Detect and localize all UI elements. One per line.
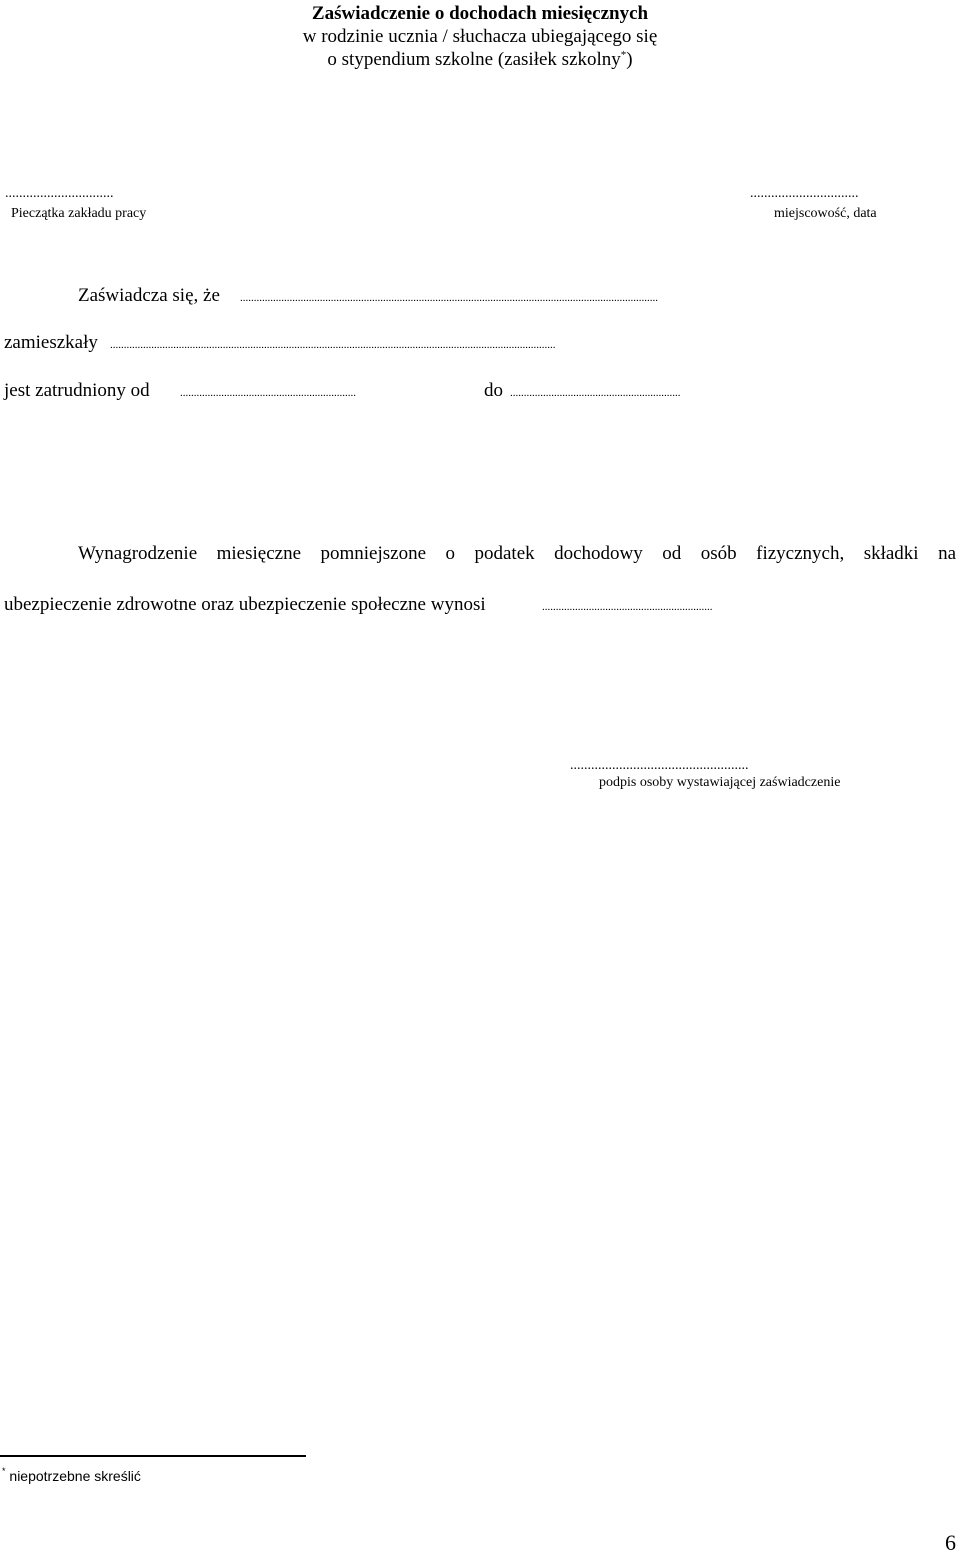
date-dots: ............................... <box>750 186 859 201</box>
employed-from-label: jest zatrudniony od <box>4 380 150 401</box>
subtitle-text: o stypendium szkolne (zasiłek szkolny <box>327 49 621 70</box>
salary-line-2: ubezpieczenie zdrowotne oraz ubezpieczenie społeczne wynosi <box>4 594 486 615</box>
salary-line-1: Wynagrodzenie miesięczne pomniejszone o podatek dochodowy od osób fizycznych, składki na <box>78 543 956 564</box>
footnote-divider <box>0 1455 306 1457</box>
signature-label: podpis osoby wystawiającej zaświadczenie <box>599 775 841 790</box>
stamp-label: Pieczątka zakładu pracy <box>11 206 147 221</box>
document-title: Zaświadczenie o dochodach miesięcznych <box>311 3 649 24</box>
document-subtitle-line-1: w rodzinie ucznia / słuchacza ubiegającego się <box>302 26 658 47</box>
employed-to-blank[interactable]: .............................................................. <box>510 387 681 399</box>
resident-label: zamieszkały <box>4 332 98 353</box>
date-label: miejscowość, data <box>774 206 877 221</box>
employed-to-label: do <box>484 380 503 401</box>
footnote-marker: * <box>2 1466 6 1476</box>
employed-from-blank[interactable]: ................................................................ <box>180 387 356 399</box>
signature-dots: ................................................... <box>570 758 749 773</box>
stamp-dots: ............................... <box>5 186 114 201</box>
footnote-reference: * <box>620 49 627 61</box>
salary-amount-blank[interactable]: .............................................................. <box>542 601 713 613</box>
footnote-text: niepotrzebne skreślić <box>9 1468 141 1484</box>
subtitle-closing: ) <box>626 49 633 70</box>
page-number: 6 <box>945 1530 956 1555</box>
document-subtitle-line-2 <box>0 48 960 71</box>
footnote <box>2 1468 141 1484</box>
certify-label: Zaświadcza się, że <box>78 285 220 306</box>
certify-blank[interactable]: ........................................................................................................................................................ <box>240 292 658 304</box>
resident-blank[interactable]: .................................................................................................................................................................. <box>110 339 556 351</box>
